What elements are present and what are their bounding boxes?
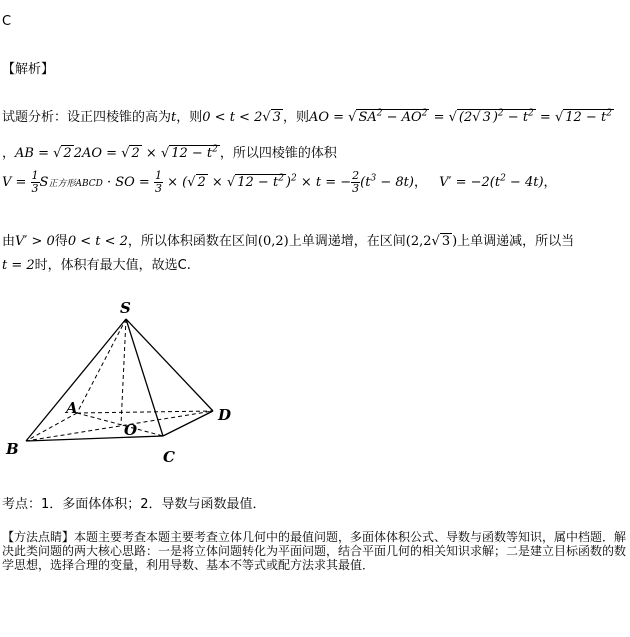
math-Vprime-positive: V′ > 0 [15, 234, 55, 249]
kaodian-line: 考点：1．多面体体积；2．导数与函数最值． [2, 497, 266, 512]
label-O: O [124, 421, 138, 439]
edge-AB-hidden [26, 413, 77, 441]
edge-SD [126, 319, 213, 411]
math-interval-2: (2,2√ 3 ) [405, 234, 458, 249]
analysis-text: ，所以体积函数在区间 [127, 234, 258, 249]
analysis-text: ，所以四棱锥的体积 [219, 146, 337, 161]
math-t: t [171, 110, 177, 125]
math-Vprime-expr: $V' = -2(t^2 - 4t)$ [439, 173, 544, 190]
pyramid-figure [0, 295, 260, 475]
edge-SO-hidden [121, 319, 126, 425]
diag-AC-hidden [77, 413, 163, 436]
math-interval-1: (0,2) [257, 234, 289, 249]
analysis-text: ，则 [176, 110, 203, 125]
analysis-line-4 [2, 230, 574, 249]
analysis-text: ， [413, 175, 427, 190]
analysis-line-1 [2, 106, 614, 125]
answer-letter: C [2, 14, 12, 29]
label-A: A [66, 399, 78, 417]
analysis-text: ， [543, 175, 557, 190]
label-D: D [218, 406, 232, 424]
analysis-text: 上单调递减，所以当 [457, 234, 575, 249]
analysis-text: ，则 [282, 110, 309, 125]
diag-BD-hidden [26, 411, 213, 441]
analysis-line-5 [2, 254, 191, 273]
analysis-text: 上单调递增，在区间 [288, 234, 406, 249]
analysis-text: 由 [2, 234, 16, 249]
edge-AD-hidden [77, 411, 213, 413]
math-AB-expr: AB = √ 2 2AO = √ 2 × √ $12 - t^2$ [15, 144, 218, 161]
edge-SA-hidden [77, 319, 126, 413]
analysis-text: 试题分析：设正四棱锥的高为 [2, 110, 172, 125]
method-note: 【方法点睛】本题主要考查本题主要考查立体几何中的最值问题，多面体体积公式、导数与函数等知识，属中档题．解决此类问题的两大核心思路：一是将立体问题转化为平面问题，结合平面几何的相关知识求解；二是建立目标函数的数学思想，选择合理的变量，利用导数、基本不等式或配方法求其最值． [2, 530, 627, 572]
math-cond: 0 < t < 2√ 3 [202, 110, 281, 125]
math-t-equals: t = 2 [2, 258, 35, 273]
label-S: S [120, 299, 131, 317]
analysis-line-3 [2, 170, 557, 195]
math-AO-expr: AO = √ $SA^2 - AO^2$ = √ (2√ 3 )$^2 - t^2$ = √ $12 - t^2$ [308, 108, 612, 125]
edge-BC [26, 436, 163, 441]
label-C: C [163, 448, 175, 466]
label-B: B [6, 440, 19, 458]
edge-SB [26, 319, 126, 441]
math-cond2: 0 < t < 2 [67, 234, 128, 249]
section-header: 【解析】 [2, 62, 55, 77]
analysis-text: ， [2, 146, 16, 161]
analysis-line-2 [2, 142, 337, 161]
edge-SC [126, 319, 163, 436]
math-V-expr: V = $\frac{1}{3}$ S正方形ABCD · SO = $\frac{1}{3}$ × (√ 2 × √ $12 - t^2$ )$^2$ × t = − $\frac{2}{3}$ $(t^3 - 8t)$ [2, 169, 414, 195]
analysis-text: 时，体积有最大值，故选C. [34, 258, 191, 273]
analysis-text: 得 [54, 234, 68, 249]
